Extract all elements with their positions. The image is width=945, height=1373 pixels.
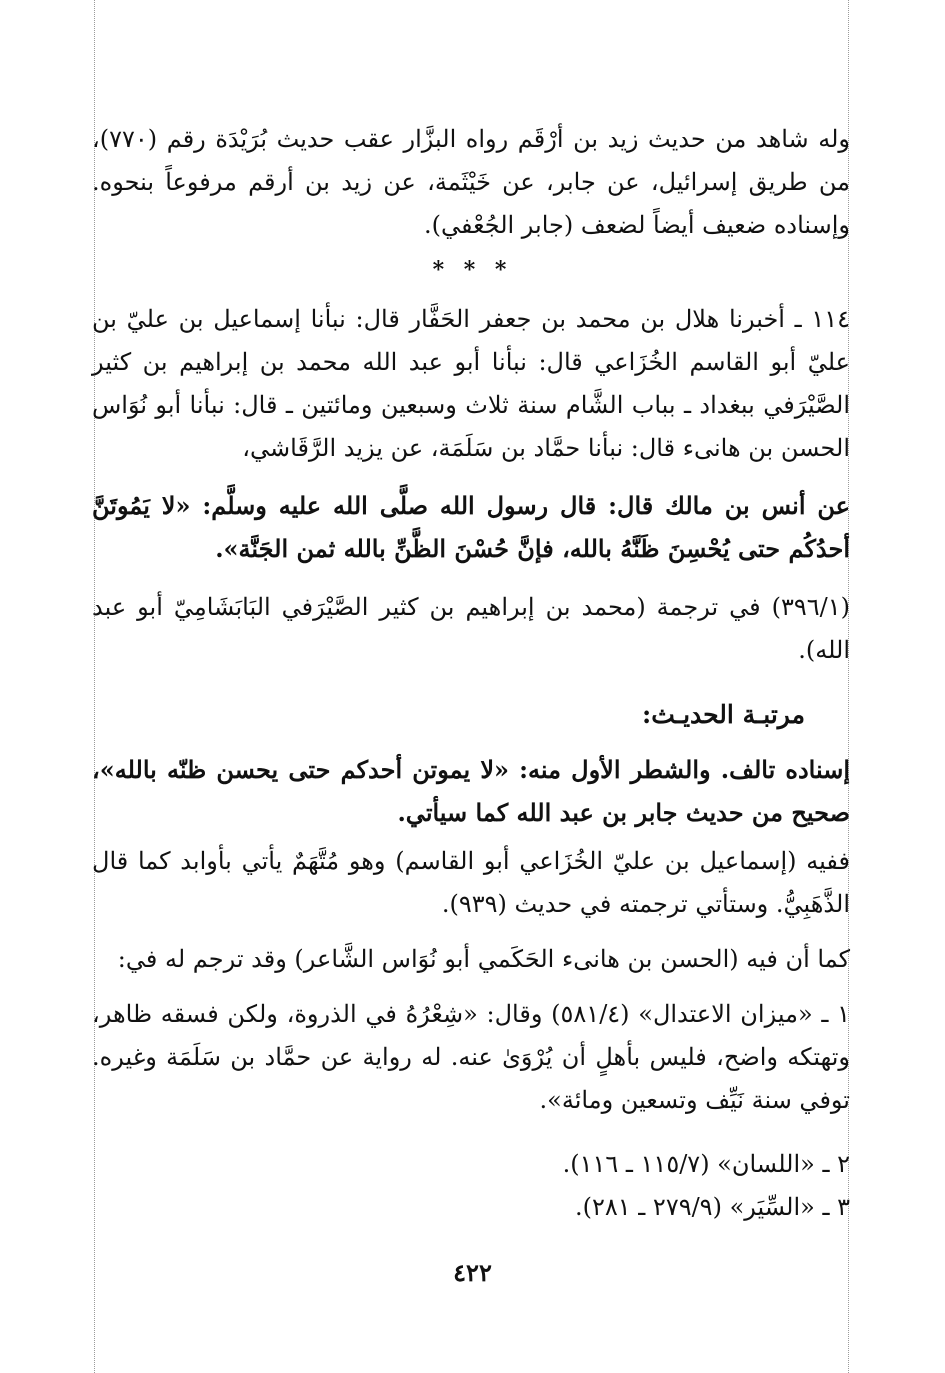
list-item-2: ٢ ـ «اللسان» (١١٥/٧ ـ ١١٦). bbox=[562, 1150, 850, 1178]
section-heading: مرتبـة الحديـث: bbox=[641, 700, 805, 729]
section-separator: * * * bbox=[432, 257, 513, 283]
paragraph-ruling: إسناده تالف. والشطر الأول منه: «لا يموتن أحدكم حتى يحسن ظنّه بالله»، صحيح من حديث جابر بن عبد الله كما سيأتي. bbox=[92, 755, 850, 827]
paragraph-narrator-1: ففيه (إسماعيل بن عليّ الخُزَاعي أبو القاسم) وهو مُتَّهَمٌ يأتي بأوابد كما قال الذَّهَبِيُّ. وستأتي ترجمته في حديث (٩٣٩). bbox=[92, 847, 850, 918]
paragraph-hadith-isnad: ١١٤ ـ أخبرنا هلال بن محمد بن جعفر الحَفَّار قال: نبأنا إسماعيل بن عليّ بن عليّ أبو القاسم الخُزَاعي قال: نبأنا أبو عبد الله محمد بن إبراهيم بن كثير الصَّيْرَفي ببغداد ـ بباب الشَّام سنة ثلاث وسبعين ومائتين ـ قال: نبأنا أبو نُوَاس الحسن بن هانىء قال: نبأنا حمَّاد بن سَلَمَة، عن يزيد الرَّقَاشي، bbox=[92, 305, 850, 462]
paragraph-narrator-2: كما أن فيه (الحسن بن هانىء الحَكَمي أبو نُوَاس الشَّاعر) وقد ترجم له في: bbox=[117, 945, 850, 973]
paragraph-hadith-matn: عن أنس بن مالك قال: قال رسول الله صلَّى الله عليه وسلَّم: «لا يَمُوتَنَّ أحدُكُم حتى يُحْسِنَ ظَنَّهُ بالله، فإنَّ حُسْنَ الظَّنِّ بالله ثمن الجَنَّة». bbox=[92, 491, 850, 563]
page-number: ٤٢٢ bbox=[453, 1258, 492, 1287]
list-item-3: ٣ ـ «السِّيَر» (٢٧٩/٩ ـ ٢٨١). bbox=[574, 1193, 850, 1221]
list-item-1: ١ ـ «ميزان الاعتدال» (٥٨١/٤) وقال: «شِعْرُهُ في الذروة، ولكن فسقه ظاهر، وتهتكه واضح، فليس بأهلٍ أن يُرْوَىٰ عنه. له رواية عن حمَّاد بن سَلَمَة وغيره. توفي سنة نَيِّف وتسعين ومائة». bbox=[92, 1000, 851, 1114]
paragraph-shahid: وله شاهد من حديث زيد بن أرْقَم رواه البزَّار عقب حديث بُرَيْدَة رقم (٧٧٠)، من طريق إسرائيل، عن جابر، عن خَيْثَمة، عن زيد بن أرقم مرفوعاً بنحوه. وإسناده ضعيف أيضاً لضعف (جابر الجُعْفي). bbox=[92, 125, 851, 239]
paragraph-reference: (٣٩٦/١) في ترجمة (محمد بن إبراهيم بن كثير الصَّيْرَفي البَابَشَامِيّ أبو عبد الله). bbox=[92, 593, 851, 664]
